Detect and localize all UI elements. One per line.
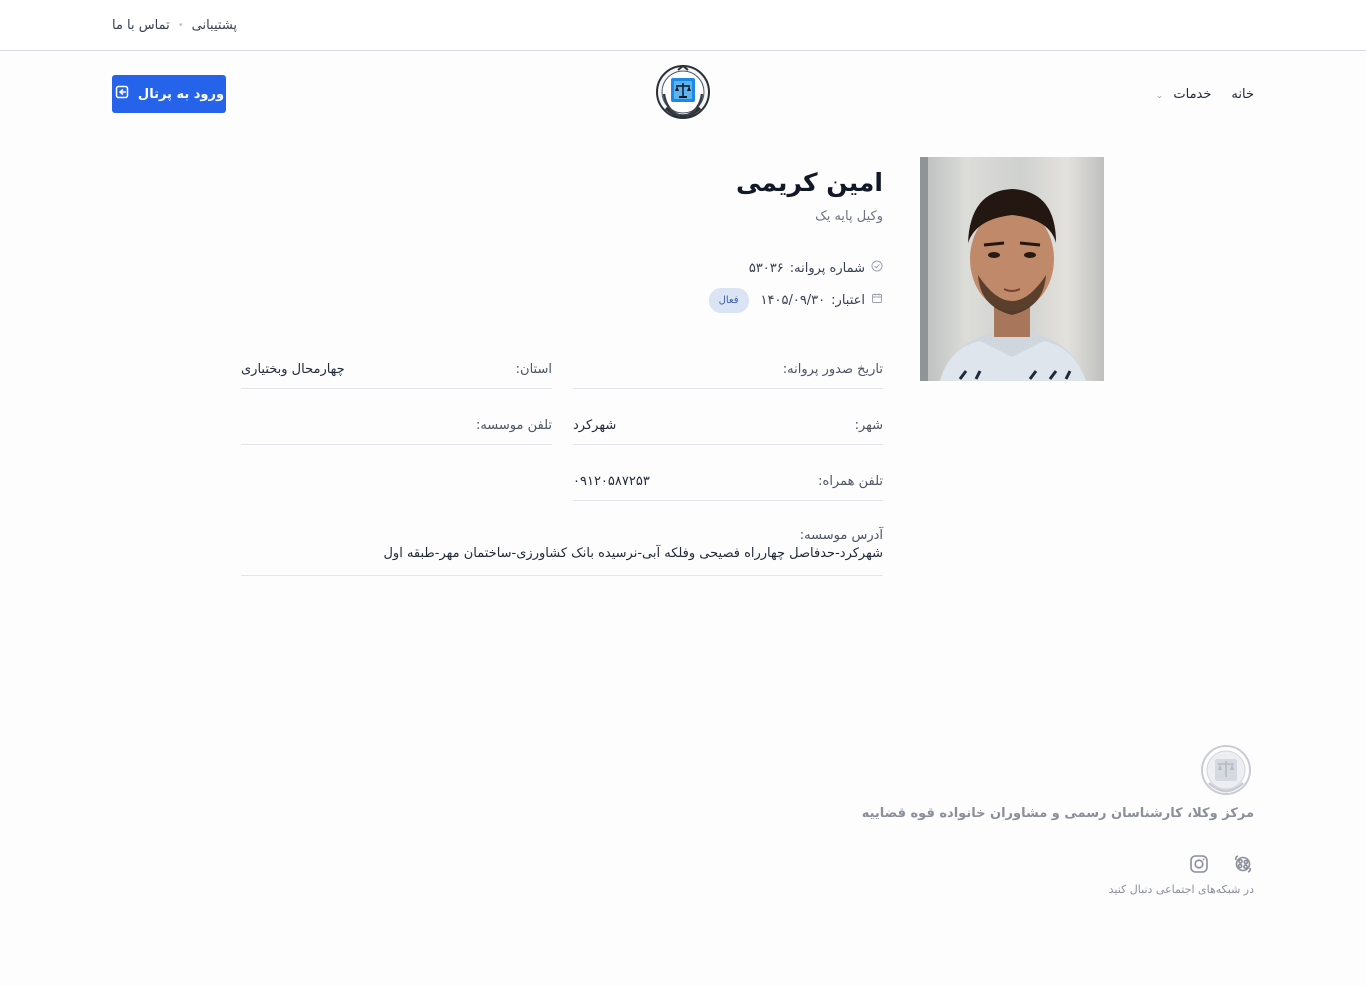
judiciary-logo[interactable] <box>654 64 712 124</box>
login-icon <box>114 84 130 104</box>
nav-services-label: خدمات <box>1173 86 1212 102</box>
lawyer-rank: وکیل پایه یک <box>815 209 883 224</box>
contact-link[interactable]: تماس با ما <box>112 17 170 33</box>
field-issue-date <box>573 350 883 389</box>
license-number: ۵۳۰۳۶ <box>748 260 784 276</box>
lawyer-photo <box>920 157 1104 381</box>
check-circle-icon <box>871 260 883 276</box>
social-icons <box>1188 853 1254 875</box>
validity-label: اعتبار: <box>831 292 865 308</box>
status-badge: فعال <box>709 288 749 313</box>
portal-login-label: ورود به پرتال <box>137 86 225 102</box>
license-label: شماره پروانه: <box>789 260 865 276</box>
field-province <box>241 350 552 389</box>
field-city <box>573 406 883 445</box>
nav-services[interactable] <box>1156 87 1212 102</box>
field-mobile <box>573 462 883 501</box>
province-value: چهارمحال وبختیاری <box>241 361 345 377</box>
instagram-icon[interactable] <box>1188 853 1210 875</box>
footer-title: مرکز وکلا، کارشناسان رسمی و مشاوران خانواده قوه قضاییه <box>861 806 1254 821</box>
validity-date: ۱۴۰۵/۰۹/۳۰ <box>760 292 826 308</box>
calendar-icon <box>871 292 883 308</box>
institute-phone-label: تلفن موسسه: <box>475 417 552 433</box>
issue-date-label: تاریخ صدور پروانه: <box>782 361 883 377</box>
field-institute-phone <box>241 406 552 445</box>
field-address <box>241 526 883 576</box>
aparat-icon[interactable] <box>1232 853 1254 875</box>
mobile-label: تلفن همراه: <box>818 473 883 489</box>
province-label: استان: <box>515 361 552 377</box>
license-row <box>749 258 883 278</box>
nav-home[interactable]: خانه <box>1231 86 1254 102</box>
portal-login-button[interactable] <box>112 75 226 113</box>
address-value: شهرکرد-حدفاصل چهارراه فصیحی وفلکه آبی-نرسیده بانک کشاورزی-ساختمان مهر-طبقه اول <box>383 546 883 561</box>
separator-dot: • <box>177 19 184 31</box>
support-link[interactable]: پشتیبانی <box>191 17 238 33</box>
footer-logo <box>1199 743 1253 797</box>
lawyer-name: امین کریمی <box>736 168 883 197</box>
top-links <box>112 16 237 34</box>
top-bar <box>0 0 1366 51</box>
city-value: شهرکرد <box>573 417 617 433</box>
city-label: شهر: <box>854 417 883 433</box>
footer-follow-text: در شبکه‌های اجتماعی دنبال کنید <box>1108 883 1254 896</box>
validity-row <box>709 287 883 313</box>
chevron-down-icon: ⌄ <box>1155 90 1164 101</box>
main-nav <box>1156 84 1254 104</box>
mobile-value: ۰۹۱۲۰۵۸۷۲۵۳ <box>573 473 650 489</box>
address-label: آدرس موسسه: <box>799 528 883 543</box>
